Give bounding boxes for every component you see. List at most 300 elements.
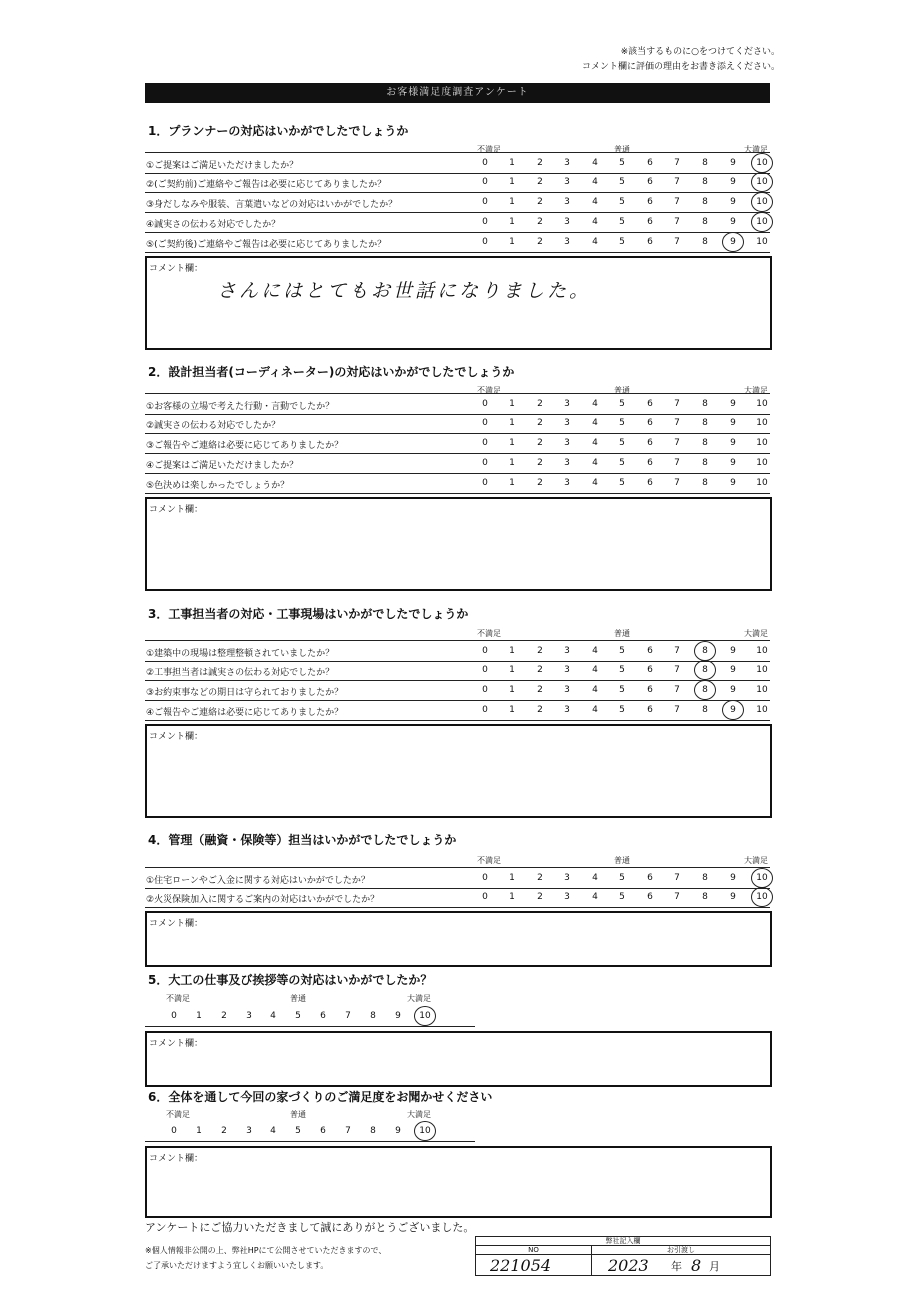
question-row (145, 232, 770, 253)
rating-option-6[interactable]: 6 (647, 438, 653, 448)
rating-option-5[interactable]: 5 (619, 217, 625, 227)
rating-option-9[interactable]: 9 (730, 217, 736, 227)
rating-option-0[interactable]: 0 (482, 705, 488, 715)
rating-option-10[interactable]: 10 (756, 418, 768, 428)
rating-option-7[interactable]: 7 (674, 197, 680, 207)
question-row (145, 433, 770, 454)
rating-option-1[interactable]: 1 (509, 458, 515, 468)
rating-option-6[interactable]: 6 (647, 399, 653, 409)
question-row (145, 680, 770, 701)
scale-mid-label: 普通 (290, 994, 306, 1003)
scale-mid-label: 普通 (614, 629, 630, 638)
rating-option-5[interactable]: 5 (619, 197, 625, 207)
rating-option-8[interactable]: 8 (702, 705, 708, 715)
rating-option-1[interactable]: 1 (509, 438, 515, 448)
rating-option-8[interactable]: 8 (370, 1011, 376, 1021)
rating-option-5[interactable]: 5 (295, 1126, 301, 1136)
rating-option-1[interactable]: 1 (509, 197, 515, 207)
rating-option-0[interactable]: 0 (482, 478, 488, 488)
rating-option-5[interactable]: 5 (619, 665, 625, 675)
rating-option-9[interactable]: 9 (730, 892, 736, 902)
selected-rating-circle (722, 700, 744, 720)
rating-option-5[interactable]: 5 (619, 399, 625, 409)
rating-option-3[interactable]: 3 (564, 685, 570, 695)
privacy-line-1: ※個人情報非公開の上、弊社HPにて公開させていただきますので、 (145, 1246, 387, 1255)
rating-option-4[interactable]: 4 (592, 399, 598, 409)
rating-option-7[interactable]: 7 (345, 1011, 351, 1021)
rating-option-7[interactable]: 7 (674, 458, 680, 468)
rating-option-10[interactable]: 10 (756, 646, 768, 656)
rating-option-7[interactable]: 7 (674, 892, 680, 902)
rating-option-3[interactable]: 3 (564, 458, 570, 468)
rating-option-2[interactable]: 2 (537, 892, 543, 902)
question-text: ②工事担当者は誠実さの伝わる対応でしたか？ (146, 668, 335, 678)
scale-mid-label: 普通 (614, 386, 630, 395)
rating-option-7[interactable]: 7 (674, 705, 680, 715)
rating-option-3[interactable]: 3 (564, 197, 570, 207)
rating-option-2[interactable]: 2 (537, 873, 543, 883)
rating-option-1[interactable]: 1 (509, 399, 515, 409)
section-title: 4．管理（融資・保険等）担当はいかがでしたでしょうか (148, 833, 457, 847)
question-row (145, 172, 770, 193)
instruction-line-2: コメント欄に評価の理由をお書き添えください。 (581, 62, 780, 72)
rating-option-5[interactable]: 5 (619, 177, 625, 187)
rating-option-2[interactable]: 2 (537, 646, 543, 656)
rating-option-7[interactable]: 7 (674, 665, 680, 675)
rating-option-0[interactable]: 0 (171, 1011, 177, 1021)
selected-rating-circle (751, 172, 773, 192)
scale-high-label: 大満足 (744, 386, 768, 395)
rating-option-5[interactable]: 5 (619, 873, 625, 883)
office-box-divider (591, 1246, 592, 1275)
scale-high-label: 大満足 (744, 145, 768, 154)
selected-rating-circle (414, 1121, 436, 1141)
rating-option-3[interactable]: 3 (564, 177, 570, 187)
section-title: 3．工事担当者の対応・工事現場はいかがでしたでしょうか (148, 607, 469, 621)
rating-option-8[interactable]: 8 (702, 197, 708, 207)
rating-option-3[interactable]: 3 (564, 158, 570, 168)
rating-option-9[interactable]: 9 (730, 418, 736, 428)
rating-option-6[interactable]: 6 (647, 177, 653, 187)
scale-high-label: 大満足 (744, 629, 768, 638)
rating-option-4[interactable]: 4 (270, 1126, 276, 1136)
rating-option-10[interactable]: 10 (756, 399, 768, 409)
rating-option-10[interactable]: 10 (756, 217, 768, 227)
rating-option-1[interactable]: 1 (509, 685, 515, 695)
rating-option-0[interactable]: 0 (482, 418, 488, 428)
section-title: 6．全体を通して今回の家づくりのご満足度をお聞かせください (148, 1090, 493, 1104)
rating-scale-line (145, 1121, 475, 1142)
rating-option-0[interactable]: 0 (482, 438, 488, 448)
rating-option-0[interactable]: 0 (482, 665, 488, 675)
comment-box[interactable] (145, 256, 772, 350)
rating-option-0[interactable]: 0 (482, 873, 488, 883)
rating-option-10[interactable]: 10 (756, 478, 768, 488)
rating-option-7[interactable]: 7 (674, 646, 680, 656)
rating-option-8[interactable]: 8 (702, 399, 708, 409)
rating-option-6[interactable]: 6 (647, 705, 653, 715)
rating-option-2[interactable]: 2 (537, 685, 543, 695)
question-text: ②誠実さの伝わる対応でしたか？ (146, 421, 281, 431)
scale-low-label: 不満足 (477, 386, 501, 395)
rating-option-7[interactable]: 7 (674, 237, 680, 247)
section-title: 5．大工の仕事及び挨拶等の対応はいかがでしたか？ (148, 973, 433, 987)
rating-option-0[interactable]: 0 (482, 458, 488, 468)
rating-option-2[interactable]: 2 (537, 418, 543, 428)
rating-option-9[interactable]: 9 (730, 685, 736, 695)
rating-option-0[interactable]: 0 (482, 646, 488, 656)
year-unit: 年 (671, 1260, 682, 1273)
rating-option-10[interactable]: 10 (756, 458, 768, 468)
rating-option-8[interactable]: 8 (702, 646, 708, 656)
question-text: ③身だしなみや服装、言葉遣いなどの対応はいかがでしたか？ (146, 200, 398, 210)
rating-option-2[interactable]: 2 (537, 478, 543, 488)
rating-option-8[interactable]: 8 (702, 438, 708, 448)
rating-option-5[interactable]: 5 (619, 418, 625, 428)
privacy-line-2: ご了承いただけますよう宜しくお願いいたします。 (145, 1261, 329, 1270)
scale-mid-label: 普通 (290, 1110, 306, 1119)
question-row (145, 413, 770, 434)
selected-rating-circle (751, 212, 773, 232)
survey-title-bar: お客様満足度調査アンケート (145, 83, 770, 103)
rating-option-7[interactable]: 7 (674, 177, 680, 187)
rating-option-1[interactable]: 1 (509, 418, 515, 428)
month-unit: 月 (709, 1260, 720, 1273)
rating-option-4[interactable]: 4 (592, 177, 598, 187)
instructions (480, 45, 780, 75)
scale-high-label: 大満足 (407, 1110, 431, 1119)
rating-option-10[interactable]: 10 (756, 873, 768, 883)
scale-mid-label: 普通 (614, 145, 630, 154)
rating-option-3[interactable]: 3 (564, 892, 570, 902)
rating-option-2[interactable]: 2 (537, 217, 543, 227)
selected-rating-circle (694, 680, 716, 700)
rating-option-9[interactable]: 9 (730, 237, 736, 247)
rating-option-0[interactable]: 0 (482, 685, 488, 695)
question-text: ①お客様の立場で考えた行動・言動でしたか？ (146, 402, 335, 412)
rating-option-2[interactable]: 2 (537, 177, 543, 187)
question-row (145, 640, 770, 662)
rating-option-8[interactable]: 8 (702, 892, 708, 902)
rating-option-9[interactable]: 9 (730, 177, 736, 187)
rating-option-4[interactable]: 4 (592, 458, 598, 468)
rating-option-4[interactable]: 4 (270, 1011, 276, 1021)
rating-option-1[interactable]: 1 (509, 646, 515, 656)
question-row (145, 867, 770, 889)
scale-low-label: 不満足 (166, 1110, 190, 1119)
rating-option-3[interactable]: 3 (564, 399, 570, 409)
rating-option-8[interactable]: 8 (702, 158, 708, 168)
rating-option-9[interactable]: 9 (730, 158, 736, 168)
rating-option-8[interactable]: 8 (370, 1126, 376, 1136)
rating-option-7[interactable]: 7 (674, 685, 680, 695)
rating-option-8[interactable]: 8 (702, 217, 708, 227)
rating-option-3[interactable]: 3 (564, 705, 570, 715)
question-text: ③ご報告やご連絡は必要に応じてありましたか？ (146, 441, 344, 451)
rating-option-1[interactable]: 1 (509, 217, 515, 227)
rating-option-3[interactable]: 3 (564, 665, 570, 675)
question-text: ①ご提案はご満足いただけましたか？ (146, 161, 299, 171)
comment-label: コメント欄： (149, 264, 204, 274)
rating-option-9[interactable]: 9 (395, 1011, 401, 1021)
rating-option-8[interactable]: 8 (702, 478, 708, 488)
rating-option-4[interactable]: 4 (592, 418, 598, 428)
rating-option-3[interactable]: 3 (564, 418, 570, 428)
rating-option-8[interactable]: 8 (702, 237, 708, 247)
scale-low-label: 不満足 (477, 856, 501, 865)
rating-option-9[interactable]: 9 (730, 705, 736, 715)
rating-option-1[interactable]: 1 (509, 705, 515, 715)
rating-option-8[interactable]: 8 (702, 685, 708, 695)
rating-option-2[interactable]: 2 (537, 705, 543, 715)
no-value: 221054 (490, 1256, 552, 1275)
scale-low-label: 不満足 (477, 629, 501, 638)
rating-option-10[interactable]: 10 (756, 197, 768, 207)
comment-box[interactable] (145, 724, 772, 818)
question-text: ④誠実さの伝わる対応でしたか？ (146, 220, 281, 230)
rating-option-9[interactable]: 9 (730, 873, 736, 883)
question-text: ①住宅ローンやご入金に関する対応はいかがでしたか？ (146, 876, 370, 886)
rating-option-10[interactable]: 10 (756, 685, 768, 695)
question-row (145, 212, 770, 233)
rating-option-7[interactable]: 7 (674, 399, 680, 409)
rating-option-9[interactable]: 9 (730, 478, 736, 488)
rating-option-5[interactable]: 5 (295, 1011, 301, 1021)
question-row (145, 887, 770, 908)
rating-option-2[interactable]: 2 (537, 237, 543, 247)
rating-option-2[interactable]: 2 (537, 438, 543, 448)
comment-label: コメント欄： (149, 505, 204, 515)
rating-option-8[interactable]: 8 (702, 177, 708, 187)
scale-low-label: 不満足 (166, 994, 190, 1003)
question-text: ③お約束事などの期日は守られておりましたか？ (146, 688, 344, 698)
rating-option-1[interactable]: 1 (509, 478, 515, 488)
rating-option-0[interactable]: 0 (482, 158, 488, 168)
question-row (145, 192, 770, 213)
rating-option-6[interactable]: 6 (647, 197, 653, 207)
rating-option-7[interactable]: 7 (674, 418, 680, 428)
selected-rating-circle (751, 153, 773, 173)
rating-option-7[interactable]: 7 (674, 873, 680, 883)
rating-option-4[interactable]: 4 (592, 197, 598, 207)
rating-option-2[interactable]: 2 (537, 197, 543, 207)
rating-option-0[interactable]: 0 (482, 892, 488, 902)
rating-option-9[interactable]: 9 (730, 665, 736, 675)
handover-year: 2023 (608, 1256, 649, 1275)
rating-option-6[interactable]: 6 (647, 418, 653, 428)
rating-option-0[interactable]: 0 (171, 1126, 177, 1136)
rating-option-7[interactable]: 7 (674, 158, 680, 168)
rating-option-4[interactable]: 4 (592, 646, 598, 656)
rating-option-2[interactable]: 2 (537, 399, 543, 409)
comment-box[interactable] (145, 1146, 772, 1218)
rating-option-6[interactable]: 6 (647, 665, 653, 675)
rating-option-3[interactable]: 3 (564, 438, 570, 448)
rating-option-1[interactable]: 1 (196, 1126, 202, 1136)
rating-option-2[interactable]: 2 (537, 665, 543, 675)
question-row (145, 700, 770, 721)
rating-option-6[interactable]: 6 (320, 1011, 326, 1021)
rating-option-5[interactable]: 5 (619, 158, 625, 168)
comment-box[interactable] (145, 1031, 772, 1087)
rating-option-10[interactable]: 10 (756, 705, 768, 715)
rating-option-3[interactable]: 3 (246, 1011, 252, 1021)
rating-option-5[interactable]: 5 (619, 892, 625, 902)
handover-label: お引渡し (592, 1246, 770, 1255)
rating-option-5[interactable]: 5 (619, 685, 625, 695)
comment-text: さんにはとてもお世話になりました。 (217, 280, 592, 302)
rating-option-4[interactable]: 4 (592, 665, 598, 675)
rating-option-1[interactable]: 1 (509, 237, 515, 247)
rating-option-5[interactable]: 5 (619, 705, 625, 715)
rating-option-0[interactable]: 0 (482, 217, 488, 227)
question-text: ④ご報告やご連絡は必要に応じてありましたか？ (146, 708, 344, 718)
rating-option-1[interactable]: 1 (509, 892, 515, 902)
rating-option-1[interactable]: 1 (509, 158, 515, 168)
question-text: ⑤色決めは楽しかったでしょうか？ (146, 481, 290, 491)
privacy-notice (145, 1243, 386, 1273)
rating-option-6[interactable]: 6 (647, 685, 653, 695)
rating-option-3[interactable]: 3 (564, 646, 570, 656)
rating-option-4[interactable]: 4 (592, 892, 598, 902)
rating-option-8[interactable]: 8 (702, 458, 708, 468)
scale-high-label: 大満足 (744, 856, 768, 865)
rating-option-9[interactable]: 9 (395, 1126, 401, 1136)
selected-rating-circle (414, 1006, 436, 1026)
rating-option-6[interactable]: 6 (647, 873, 653, 883)
rating-option-1[interactable]: 1 (509, 177, 515, 187)
rating-option-3[interactable]: 3 (564, 478, 570, 488)
rating-option-5[interactable]: 5 (619, 478, 625, 488)
question-text: ⑤(ご契約後)ご連絡やご報告は必要に応じてありましたか？ (146, 240, 387, 250)
question-row (145, 453, 770, 474)
selected-rating-circle (751, 887, 773, 907)
comment-label: コメント欄： (149, 1039, 204, 1049)
rating-option-4[interactable]: 4 (592, 705, 598, 715)
question-text: ①建築中の現場は整理整頓されていましたか？ (146, 649, 335, 659)
rating-option-0[interactable]: 0 (482, 177, 488, 187)
rating-option-5[interactable]: 5 (619, 458, 625, 468)
comment-label: コメント欄： (149, 732, 204, 742)
rating-option-4[interactable]: 4 (592, 478, 598, 488)
no-label: NO (476, 1246, 591, 1255)
rating-option-2[interactable]: 2 (221, 1011, 227, 1021)
rating-option-0[interactable]: 0 (482, 197, 488, 207)
rating-option-9[interactable]: 9 (730, 438, 736, 448)
rating-option-6[interactable]: 6 (647, 892, 653, 902)
rating-option-5[interactable]: 5 (619, 237, 625, 247)
rating-option-4[interactable]: 4 (592, 158, 598, 168)
rating-option-7[interactable]: 7 (674, 217, 680, 227)
rating-option-3[interactable]: 3 (246, 1126, 252, 1136)
rating-option-2[interactable]: 2 (221, 1126, 227, 1136)
rating-option-8[interactable]: 8 (702, 873, 708, 883)
rating-option-3[interactable]: 3 (564, 237, 570, 247)
question-text: ②(ご契約前)ご連絡やご報告は必要に応じてありましたか？ (146, 180, 387, 190)
selected-rating-circle (694, 641, 716, 661)
question-row (145, 660, 770, 681)
question-text: ④ご提案はご満足いただけましたか？ (146, 461, 299, 471)
rating-option-8[interactable]: 8 (702, 665, 708, 675)
rating-option-9[interactable]: 9 (730, 646, 736, 656)
rating-option-10[interactable]: 10 (756, 237, 768, 247)
rating-option-10[interactable]: 10 (756, 892, 768, 902)
rating-option-3[interactable]: 3 (564, 217, 570, 227)
rating-option-0[interactable]: 0 (482, 237, 488, 247)
rating-option-7[interactable]: 7 (674, 478, 680, 488)
rating-option-6[interactable]: 6 (647, 158, 653, 168)
rating-option-4[interactable]: 4 (592, 237, 598, 247)
rating-option-6[interactable]: 6 (647, 646, 653, 656)
rating-option-3[interactable]: 3 (564, 873, 570, 883)
rating-option-4[interactable]: 4 (592, 217, 598, 227)
rating-option-4[interactable]: 4 (592, 873, 598, 883)
thanks-message: アンケートにご協力いただきまして誠にありがとうございました。 (145, 1221, 475, 1234)
rating-option-9[interactable]: 9 (730, 399, 736, 409)
comment-box[interactable] (145, 911, 772, 967)
rating-scale-line (145, 1006, 475, 1027)
rating-option-10[interactable]: 10 (419, 1126, 431, 1136)
rating-option-5[interactable]: 5 (619, 438, 625, 448)
section-title: 1．プランナーの対応はいかがでしたでしょうか (148, 124, 409, 138)
rating-option-5[interactable]: 5 (619, 646, 625, 656)
question-row (145, 393, 770, 415)
rating-option-7[interactable]: 7 (674, 438, 680, 448)
rating-option-9[interactable]: 9 (730, 197, 736, 207)
question-text: ②火災保険加入に関するご案内の対応はいかがでしたか？ (146, 895, 380, 905)
rating-option-10[interactable]: 10 (756, 665, 768, 675)
selected-rating-circle (694, 660, 716, 680)
selected-rating-circle (751, 868, 773, 888)
comment-label: コメント欄： (149, 1154, 204, 1164)
selected-rating-circle (722, 232, 744, 252)
section-title: 2．設計担当者(コーディネーター)の対応はいかがでしたでしょうか (148, 365, 515, 379)
rating-option-1[interactable]: 1 (196, 1011, 202, 1021)
question-row (145, 473, 770, 494)
rating-option-10[interactable]: 10 (419, 1011, 431, 1021)
comment-box[interactable] (145, 497, 772, 591)
rating-option-6[interactable]: 6 (647, 237, 653, 247)
selected-rating-circle (751, 192, 773, 212)
rating-option-7[interactable]: 7 (345, 1126, 351, 1136)
scale-mid-label: 普通 (614, 856, 630, 865)
rating-option-10[interactable]: 10 (756, 438, 768, 448)
rating-option-6[interactable]: 6 (647, 478, 653, 488)
rating-option-0[interactable]: 0 (482, 399, 488, 409)
rating-option-1[interactable]: 1 (509, 665, 515, 675)
rating-option-10[interactable]: 10 (756, 158, 768, 168)
rating-option-1[interactable]: 1 (509, 873, 515, 883)
scale-high-label: 大満足 (407, 994, 431, 1003)
rating-option-10[interactable]: 10 (756, 177, 768, 187)
rating-option-4[interactable]: 4 (592, 438, 598, 448)
instruction-line-1: ※該当するものに○をつけてください。 (620, 47, 780, 57)
office-use-header: 弊社記入欄 (476, 1237, 770, 1246)
office-use-box (475, 1236, 771, 1276)
rating-option-6[interactable]: 6 (647, 458, 653, 468)
question-row (145, 152, 770, 174)
rating-option-6[interactable]: 6 (647, 217, 653, 227)
rating-option-6[interactable]: 6 (320, 1126, 326, 1136)
handover-month: 8 (691, 1256, 702, 1275)
rating-option-2[interactable]: 2 (537, 458, 543, 468)
scale-low-label: 不満足 (477, 145, 501, 154)
rating-option-8[interactable]: 8 (702, 418, 708, 428)
comment-label: コメント欄： (149, 919, 204, 929)
rating-option-2[interactable]: 2 (537, 158, 543, 168)
rating-option-9[interactable]: 9 (730, 458, 736, 468)
rating-option-4[interactable]: 4 (592, 685, 598, 695)
